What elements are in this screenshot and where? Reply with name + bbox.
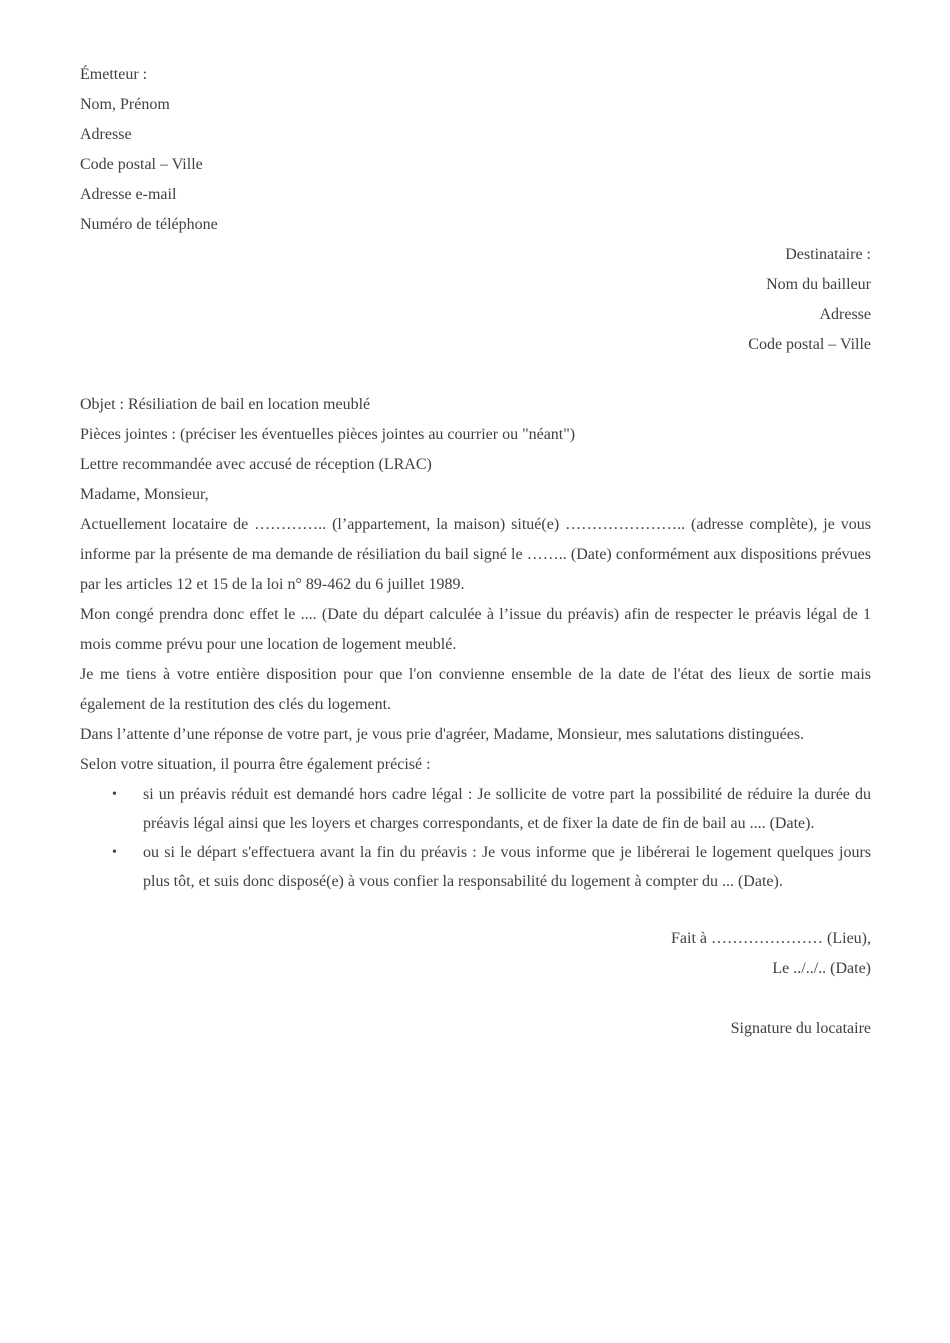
options-intro: Selon votre situation, il pourra être également précisé : bbox=[80, 756, 431, 773]
paragraph-notice-effective-date: Mon congé prendra donc effet le .... (Date du départ calculée à l’issue du préavis) afin de respecter le préavis légal de 1 mois comme prévu pour une location de logement meublé. bbox=[80, 606, 871, 653]
signature-line: Signature du locataire bbox=[730, 1020, 871, 1037]
option-text: si un préavis réduit est demandé hors cadre légal : Je sollicite de votre part la possibilité de réduire la durée du préavis légal ainsi que les loyers et charges correspondants, et de fixer la date de fin de bail au .... (Date). bbox=[143, 786, 871, 832]
signature-block bbox=[80, 1014, 871, 1044]
sender-phone-line: Numéro de téléphone bbox=[80, 216, 218, 233]
bullet-icon: • bbox=[112, 845, 117, 860]
recipient-block bbox=[80, 240, 871, 360]
recipient-city-line: Code postal – Ville bbox=[748, 336, 871, 353]
recipient-name-line: Nom du bailleur bbox=[766, 276, 871, 293]
bullet-icon: • bbox=[112, 787, 117, 802]
sender-name-line: Nom, Prénom bbox=[80, 96, 170, 113]
option-item-reduced-notice bbox=[80, 780, 871, 838]
closing-date-line: Le ../../.. (Date) bbox=[772, 960, 871, 977]
closing-block bbox=[80, 924, 871, 984]
option-item-early-departure bbox=[80, 838, 871, 896]
options-list bbox=[80, 780, 871, 896]
sender-address-line: Adresse bbox=[80, 126, 132, 143]
recipient-address-line: Adresse bbox=[819, 306, 871, 323]
recipient-label: Destinataire : bbox=[785, 246, 871, 263]
sender-label: Émetteur : bbox=[80, 66, 148, 83]
subject-block bbox=[80, 390, 871, 480]
paragraph-current-tenancy: Actuellement locataire de ………….. (l’appartement, la maison) situé(e) ………………….. (adresse complète), je vous informe par la présente de ma demande de résiliation du bail signé le …….. (Date) conformément aux dispositions prévues par les articles 12 et 15 de la loi n° 89-462 du 6 juillet 1989. bbox=[80, 516, 871, 593]
sender-city-line: Code postal – Ville bbox=[80, 156, 203, 173]
sender-block bbox=[80, 60, 871, 240]
option-text: ou si le départ s'effectuera avant la fin du préavis : Je vous informe que je libérerai le logement quelques jours plus tôt, et suis donc disposé(e) à vous confier la responsabilité du logement à compter du ... (Date). bbox=[143, 844, 871, 890]
attachments-line: Pièces jointes : (préciser les éventuelles pièces jointes au courrier ou "néant") bbox=[80, 426, 576, 443]
sender-email-line: Adresse e-mail bbox=[80, 186, 177, 203]
subject-line: Objet : Résiliation de bail en location meublé bbox=[80, 396, 371, 413]
paragraph-exit-inventory: Je me tiens à votre entière disposition pour que l'on convienne ensemble de la date de l'état des lieux de sortie mais également de la restitution des clés du logement. bbox=[80, 666, 871, 713]
salutation: Madame, Monsieur, bbox=[80, 486, 209, 503]
registered-mail-line: Lettre recommandée avec accusé de réception (LRAC) bbox=[80, 456, 432, 473]
closing-place-line: Fait à ………………… (Lieu), bbox=[671, 930, 871, 947]
paragraph-closing-salutation: Dans l’attente d’une réponse de votre part, je vous prie d'agréer, Madame, Monsieur, mes salutations distinguées. bbox=[80, 726, 805, 743]
